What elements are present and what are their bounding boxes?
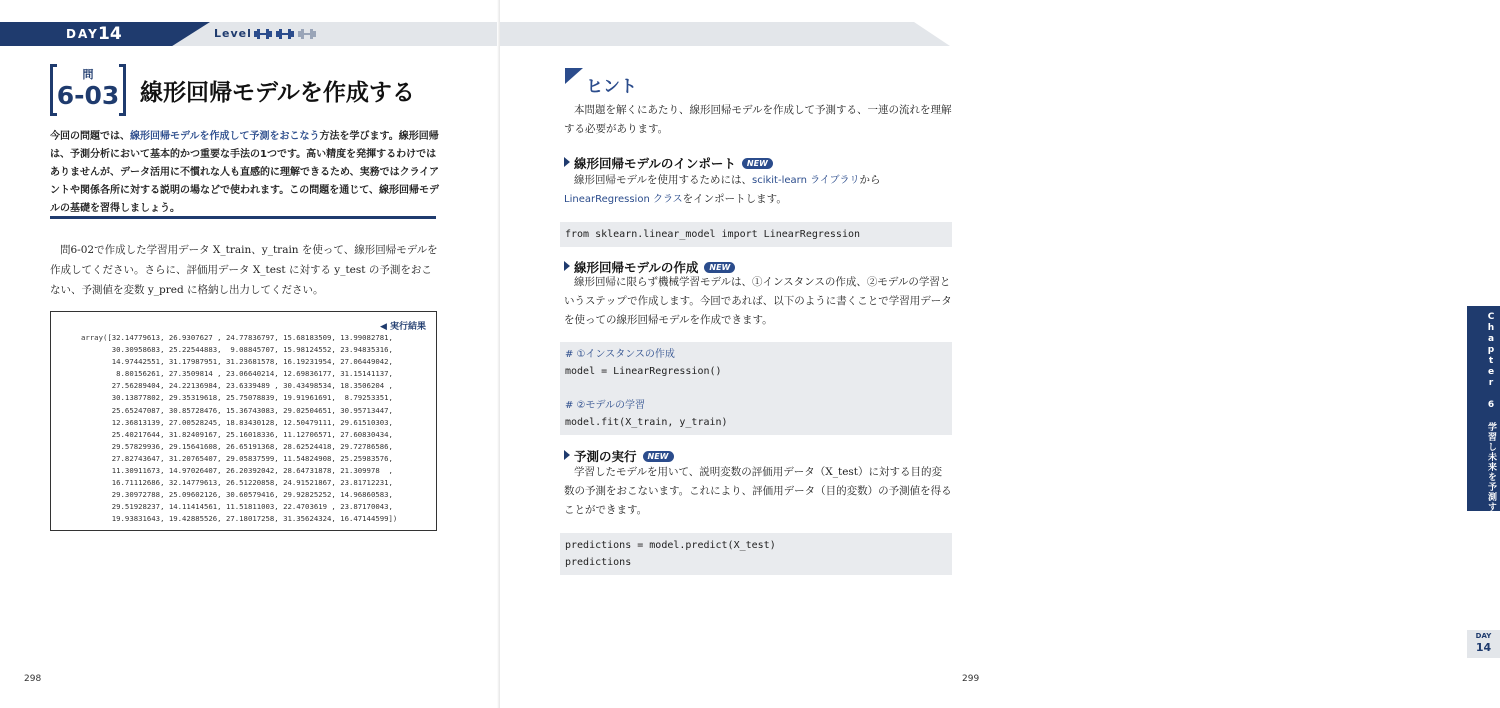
intro-text: 方法を学びます。線形回帰は、予測分析において基本的かつ重要な手法の1つです。高い精度を発揮するわけではありませんが、データ活用に不慣れな人も直感的に理解できるため、実務ではクライアントや関係各所に対する説明の場などで使われます。この問題を通じて、線形回帰モデルの基礎を習得しましょう。 <box>50 131 439 214</box>
section-text-part: 線形回帰モデルを使用するためには、 <box>574 174 752 186</box>
triangle-bullet-icon <box>564 157 570 167</box>
hint-intro: 本問題を解くにあたり、線形回帰モデルを作成して予測する、一連の流れを理解する必要があります。 <box>564 104 952 135</box>
intro-highlight: 線形回帰モデルを作成して予測をおこなう <box>130 131 320 142</box>
page-number: 299 <box>962 674 980 684</box>
header-band <box>500 22 950 46</box>
section-heading-text: 線形回帰モデルのインポート <box>574 156 736 171</box>
keyword: scikit-learn ライブラリ <box>751 175 860 186</box>
divider <box>50 216 436 219</box>
code-block-import: from sklearn.linear_model import LinearRegression <box>560 222 952 247</box>
result-output: array([32.14779613, 26.9307627 , 24.77836797, 15.68183509, 13.99082781, 30.30958683, 25.22544883, 9.08845707, 15.98124552, 23.94835316, 14.97442551, 31.17987951, 31.23681578, 16.19231954, 27.06449042, 8.80156261, 27.3509814 , 23.06640214, 12.69836177, 31.15141137, 27.56289404, 24.22136984, 23.6339489 , 30.43498534, 18.3506204 , 30.13877802, 29.35319618, 25.75078839, 19.91961691, 8.79253351, 25.65247087, 30.85728476, 15.36743083, 29.02504651, 30.95713447, 12.36813139, 27.00528245, 18.83430128, 12.50479111, 29.61510303, 25.40217644, 31.82409167, 25.16018336, 11.12706571, 27.60830434, 29.57829936, 29.15641608, 26.65191368, 28.62524418, 29.72786586, 27.82743647, 31.20765407, 29.05837599, 11.54824908, 25.25983576, 11.30911673, 14.97026407, 26.20392042, 28.64731878, 21.309978 , 16.71112686, 32.14779613, 26.51220858, 24.91521867, 23.81712231, 29.30972788, 25.09602126, 30.60579416, 29.92825252, 14.96860583, 29.51928237, 14.11414561, 11.51811003, 22.4703619 , 23.87170043, 19.93831643, 19.42885526, 27.18017258, 31.35624324, 16.47144599]) <box>81 333 398 524</box>
code-line: model.fit(X_train, y_train) <box>565 417 728 428</box>
day-label: DAY <box>66 27 99 41</box>
intro-text: 今回の問題では、 <box>50 131 130 142</box>
section-heading <box>564 154 773 172</box>
triangle-bullet-icon <box>564 261 570 271</box>
day-box-number: 14 <box>1475 641 1492 654</box>
section-heading-text: 予測の実行 <box>574 449 637 464</box>
problem-label: 問 <box>82 68 94 81</box>
triangle-bullet-icon <box>564 450 570 460</box>
chapter-label: Chapter 6 <box>1486 312 1496 411</box>
section-text <box>564 171 952 209</box>
section-text: 線形回帰に限らず機械学習モデルは、①インスタンスの作成、②モデルの学習というステップで作成します。今回であれば、以下のように書くことで学習用データを使っての線形回帰モデルを作成できます。 <box>564 276 952 326</box>
day-box <box>1467 630 1500 658</box>
code-block-create <box>560 342 952 435</box>
code-comment: # ②モデルの学習 <box>565 400 646 411</box>
section-text-part: から <box>859 174 881 186</box>
level-label: Level <box>214 27 252 40</box>
new-badge: NEW <box>742 158 773 169</box>
code-comment: # ①インスタンスの作成 <box>565 349 675 360</box>
code-block-predict: predictions = model.predict(X_test) predictions <box>560 533 952 575</box>
section-text-part: をインポートします。 <box>682 193 787 205</box>
code-line: model = LinearRegression() <box>565 366 722 377</box>
left-page <box>0 0 500 708</box>
question-text: 問6-02で作成した学習用データ X_train、y_train を使って、線形回帰モデルを作成してください。さらに、評価用データ X_test に対する y_test の予測をおこない、予測値を変数 y_pred に格納し出力してください。 <box>50 244 438 296</box>
section-heading-text: 線形回帰モデルの作成 <box>574 260 699 275</box>
problem-number: 6-03 <box>56 81 120 110</box>
dumbbell-icon <box>298 29 316 39</box>
hint-title: ヒント <box>586 77 637 97</box>
dumbbell-icon <box>276 29 294 39</box>
keyword: LinearRegression クラス <box>564 194 683 205</box>
page-title: 線形回帰モデルを作成する <box>140 80 415 106</box>
hint-corner-icon <box>565 68 583 84</box>
new-badge: NEW <box>643 451 674 462</box>
section-text: 学習したモデルを用いて、説明変数の評価用データ（X_test）に対する目的変数の予測をおこないます。これにより、評価用データ（目的変数）の予測値を得ることができます。 <box>564 466 952 516</box>
result-box <box>50 311 437 531</box>
day-box-label: DAY <box>1475 632 1492 640</box>
day-number: 14 <box>98 24 122 44</box>
chapter-tab-text <box>1468 312 1498 614</box>
result-label: ◀ 実行結果 <box>379 322 426 332</box>
page-number: 298 <box>24 674 42 684</box>
new-badge: NEW <box>704 262 735 273</box>
dumbbell-icon <box>254 29 272 39</box>
intro-paragraph <box>50 128 440 218</box>
chapter-title: 学習し未来を予測する「機械学習」20問 <box>1486 422 1496 614</box>
problem-number-box <box>50 64 126 116</box>
